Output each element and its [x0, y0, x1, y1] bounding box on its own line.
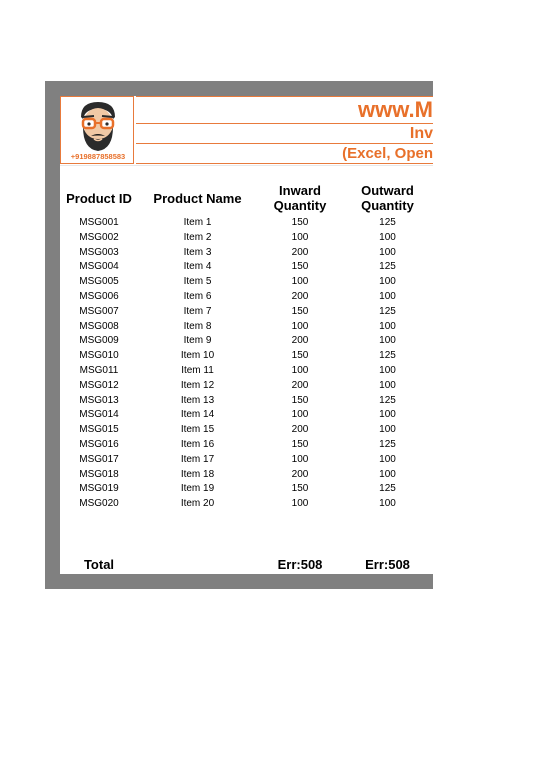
phone-number: +919887858583	[70, 152, 126, 161]
cell-outward-quantity: 125	[379, 350, 396, 362]
cell-product-name: Item 19	[180, 483, 215, 495]
cell-outward-quantity: 100	[379, 335, 396, 347]
table-row	[60, 245, 433, 260]
cell-inward-quantity: 100	[291, 231, 309, 243]
cell-outward-quantity: 100	[379, 379, 396, 391]
cell-inward-quantity: 200	[291, 424, 309, 436]
inventory-sheet	[60, 96, 433, 574]
header-title: www.M	[358, 97, 433, 122]
cell-inward-quantity: 100	[291, 276, 309, 288]
table-row	[60, 215, 433, 230]
cell-outward-quantity: 125	[379, 483, 396, 495]
cell-outward-quantity: 100	[379, 453, 396, 465]
cell-inward-quantity: 150	[291, 394, 309, 406]
cell-product-id: MSG007	[79, 305, 119, 317]
cell-outward-quantity: 125	[379, 394, 396, 406]
cell-product-id: MSG014	[79, 409, 119, 421]
cell-inward-quantity: 150	[291, 217, 309, 228]
table-row	[60, 333, 433, 348]
cell-inward-quantity: 200	[291, 291, 309, 302]
total-row	[60, 557, 433, 573]
column-header-outward-line2: Quantity	[361, 198, 414, 213]
header-subtitle: Inv	[409, 125, 433, 142]
cell-inward-quantity: 200	[291, 246, 309, 258]
cell-inward-quantity: 150	[291, 305, 309, 317]
cell-inward-quantity: 100	[291, 498, 309, 510]
cell-outward-quantity: 100	[379, 424, 396, 436]
cell-product-id: MSG008	[79, 320, 119, 332]
table-row	[60, 437, 433, 452]
cell-product-id: MSG016	[79, 439, 119, 450]
table-row	[60, 393, 433, 408]
cell-inward-quantity: 200	[291, 335, 309, 347]
table-row	[60, 259, 433, 274]
cell-product-id: MSG017	[79, 453, 119, 465]
cell-product-name: Item 8	[183, 320, 212, 332]
cell-product-id: MSG002	[79, 231, 119, 243]
table-row	[60, 363, 433, 378]
cell-outward-quantity: 125	[379, 305, 396, 317]
total-outward: Err:508	[365, 557, 410, 572]
cell-outward-quantity: 100	[379, 468, 396, 480]
cell-inward-quantity: 200	[291, 468, 309, 480]
table-row	[60, 378, 433, 393]
column-header-outward-line1: Outward	[361, 183, 414, 198]
cell-product-name: Item 5	[183, 276, 212, 288]
cell-outward-quantity: 100	[379, 246, 396, 258]
cell-product-id: MSG012	[79, 379, 119, 391]
cell-inward-quantity: 150	[291, 261, 309, 273]
cell-outward-quantity: 125	[379, 217, 396, 228]
sheet-header	[60, 96, 433, 166]
spreadsheet-frame	[45, 81, 433, 589]
cell-outward-quantity: 100	[379, 320, 396, 332]
cell-product-name: Item 6	[183, 291, 212, 302]
table-row	[60, 289, 433, 304]
cell-product-name: Item 7	[183, 305, 212, 317]
table-row	[60, 467, 433, 482]
cell-product-id: MSG013	[79, 394, 119, 406]
cell-product-name: Item 11	[181, 365, 214, 376]
cell-outward-quantity: 125	[379, 439, 396, 450]
cell-product-id: MSG004	[79, 261, 119, 273]
cell-product-id: MSG005	[79, 276, 119, 288]
table-row	[60, 348, 433, 363]
table-row	[60, 319, 433, 334]
cell-product-id: MSG019	[79, 483, 119, 495]
cell-product-name: Item 2	[183, 231, 212, 243]
cell-outward-quantity: 100	[379, 231, 396, 243]
cell-inward-quantity: 100	[291, 453, 309, 465]
table-row	[60, 304, 433, 319]
cell-product-name: Item 1	[183, 217, 212, 228]
cell-product-name: Item 16	[180, 439, 215, 450]
cell-outward-quantity: 100	[379, 291, 396, 302]
table-row	[60, 230, 433, 245]
total-label: Total	[83, 557, 115, 572]
cell-outward-quantity: 100	[379, 409, 396, 421]
total-inward: Err:508	[277, 557, 323, 572]
table-row	[60, 422, 433, 437]
cell-inward-quantity: 150	[291, 350, 309, 362]
cell-outward-quantity: 100	[379, 365, 396, 376]
column-header-inward-line2: Quantity	[273, 198, 327, 213]
cell-product-id: MSG020	[79, 498, 119, 510]
cell-outward-quantity: 125	[379, 261, 396, 273]
logo	[60, 96, 134, 164]
table-row	[60, 274, 433, 289]
table-row	[60, 496, 433, 511]
table-row	[60, 452, 433, 467]
column-header-outward	[350, 183, 425, 213]
cell-inward-quantity: 100	[291, 365, 309, 376]
cell-product-id: MSG003	[79, 246, 119, 258]
cell-product-name: Item 18	[180, 468, 215, 480]
cell-product-name: Item 15	[180, 424, 215, 436]
cell-product-id: MSG001	[79, 217, 119, 228]
cell-product-name: Item 13	[180, 394, 215, 406]
column-header-inward	[260, 183, 340, 213]
table-row	[60, 407, 433, 422]
table-row	[60, 481, 433, 496]
cell-product-id: MSG011	[79, 365, 119, 376]
avatar-logo-icon	[69, 99, 127, 153]
cell-product-name: Item 3	[183, 246, 212, 258]
cell-product-name: Item 10	[180, 350, 215, 362]
header-title-block	[136, 96, 433, 164]
cell-inward-quantity: 100	[291, 320, 309, 332]
cell-product-id: MSG006	[79, 291, 119, 302]
cell-inward-quantity: 150	[291, 439, 309, 450]
cell-outward-quantity: 100	[379, 276, 396, 288]
column-header-product-name: Product Name	[153, 191, 242, 206]
cell-product-id: MSG015	[79, 424, 119, 436]
cell-inward-quantity: 200	[291, 379, 309, 391]
cell-product-id: MSG010	[79, 350, 119, 362]
column-header-product-id: Product ID	[66, 191, 132, 206]
cell-product-name: Item 14	[180, 409, 215, 421]
column-header-inward-line1: Inward	[279, 183, 321, 198]
cell-inward-quantity: 150	[291, 483, 309, 495]
cell-product-name: Item 9	[183, 335, 212, 347]
cell-product-id: MSG009	[79, 335, 119, 347]
cell-inward-quantity: 100	[291, 409, 309, 421]
cell-product-id: MSG018	[79, 468, 119, 480]
cell-product-name: Item 12	[180, 379, 215, 391]
cell-product-name: Item 17	[180, 453, 215, 465]
cell-product-name: Item 4	[183, 261, 212, 273]
cell-product-name: Item 20	[180, 498, 215, 510]
header-note: (Excel, Open	[342, 145, 433, 162]
cell-outward-quantity: 100	[379, 498, 396, 510]
